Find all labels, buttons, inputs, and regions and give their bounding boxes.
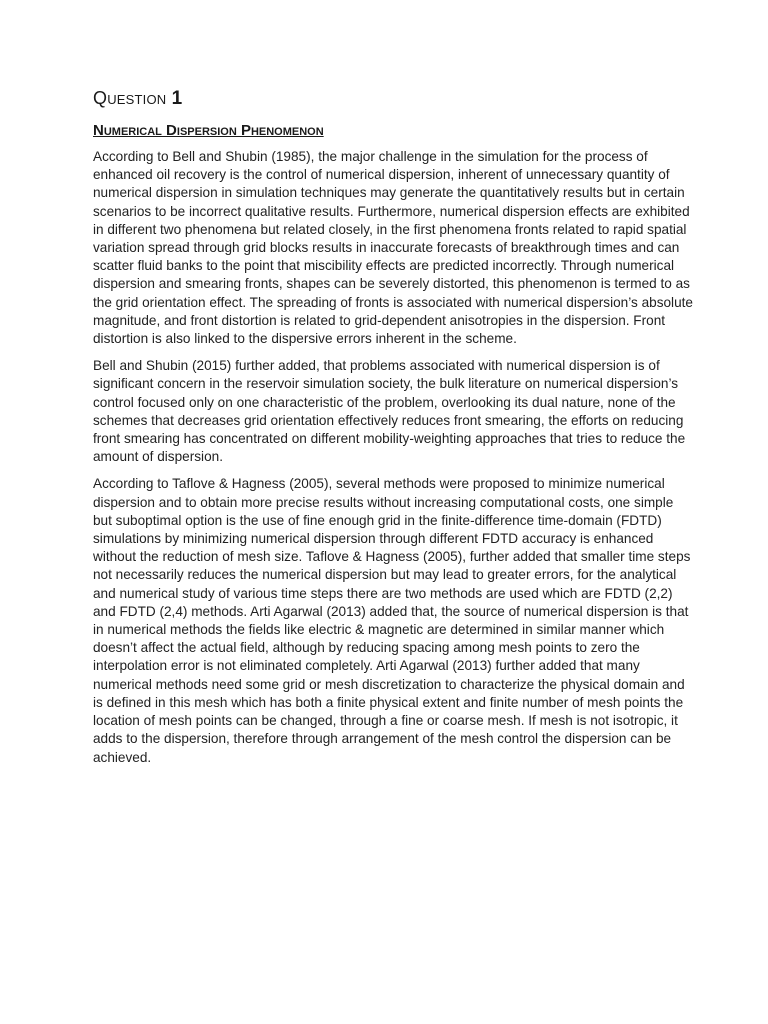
paragraph-2: Bell and Shubin (2015) further added, that problems associated with numerical dispersion is of significant concern in the reservoir simulation society, the bulk literature on numerical dispersion’s control focused only on one characteristic of the problem, overlooking its dual nature, none of the schemes that decreases grid orientation effectively reduces front smearing, the efforts on reducing front smearing has concentrated on different mobility-weighting approaches that tries to reduce the amount of dispersion. bbox=[93, 358, 686, 465]
question-heading bbox=[93, 88, 693, 110]
question-title: Question bbox=[93, 88, 167, 108]
section-heading: Numerical Dispersion Phenomenon bbox=[93, 122, 324, 139]
paragraph-3: According to Taflove & Hagness (2005), several methods were proposed to minimize numerical dispersion and to obtain more precise results without increasing computational costs, one simple but suboptimal option is the use of fine enough grid in the finite-difference time-domain (FDTD) simulations by minimizing numerical dispersion through different FDTD accuracy is enhanced without the reduction of mesh size. Taflove & Hagness (2005), further added that smaller time steps not necessarily reduces the numerical dispersion but may lead to greater errors, for the analytical and numerical study of various time steps there are two methods are used which are FDTD (2,2) and FDTD (2,4) methods. Arti Agarwal (2013) added that, the source of numerical dispersion is that in numerical methods the fields like electric & magnetic are determined in similar manner which doesn’t affect the actual field, although by reducing spacing among mesh points to zero the interpolation error is not eliminated completely. Arti Agarwal (2013) further added that many numerical methods need some grid or mesh discretization to characterize the physical domain and is defined in this mesh which has both a finite physical extent and finite number of mesh points the location of mesh points can be changed, through a fine or coarse mesh. If mesh is not isotropic, it adds to the dispersion, therefore through arrangement of the mesh control the dispersion can be achieved. bbox=[93, 476, 691, 765]
paragraph-1: According to Bell and Shubin (1985), the major challenge in the simulation for the process of enhanced oil recovery is the control of numerical dispersion, inherent of unnecessary quantity of numerical dispersion in simulation techniques may generate the quantitatively results but in certain scenarios to be incorrect qualitative results. Furthermore, numerical dispersion effects are exhibited in different two phenomena but related closely, in the first phenomena fronts related to rapid spatial variation spread through grid blocks results in inaccurate forecasts of breakthrough times and can scatter fluid banks to the point that miscibility effects are predicted incorrectly. Through numerical dispersion and smearing fronts, shapes can be severely distorted, this phenomenon is termed to as the grid orientation effect. The spreading of fronts is associated with numerical dispersion’s absolute magnitude, and front distortion is related to grid-dependent anisotropies in the dispersion. Front distortion is also linked to the dispersive errors inherent in the scheme. bbox=[93, 149, 693, 347]
document-page bbox=[93, 88, 693, 776]
question-number: 1 bbox=[171, 88, 183, 109]
